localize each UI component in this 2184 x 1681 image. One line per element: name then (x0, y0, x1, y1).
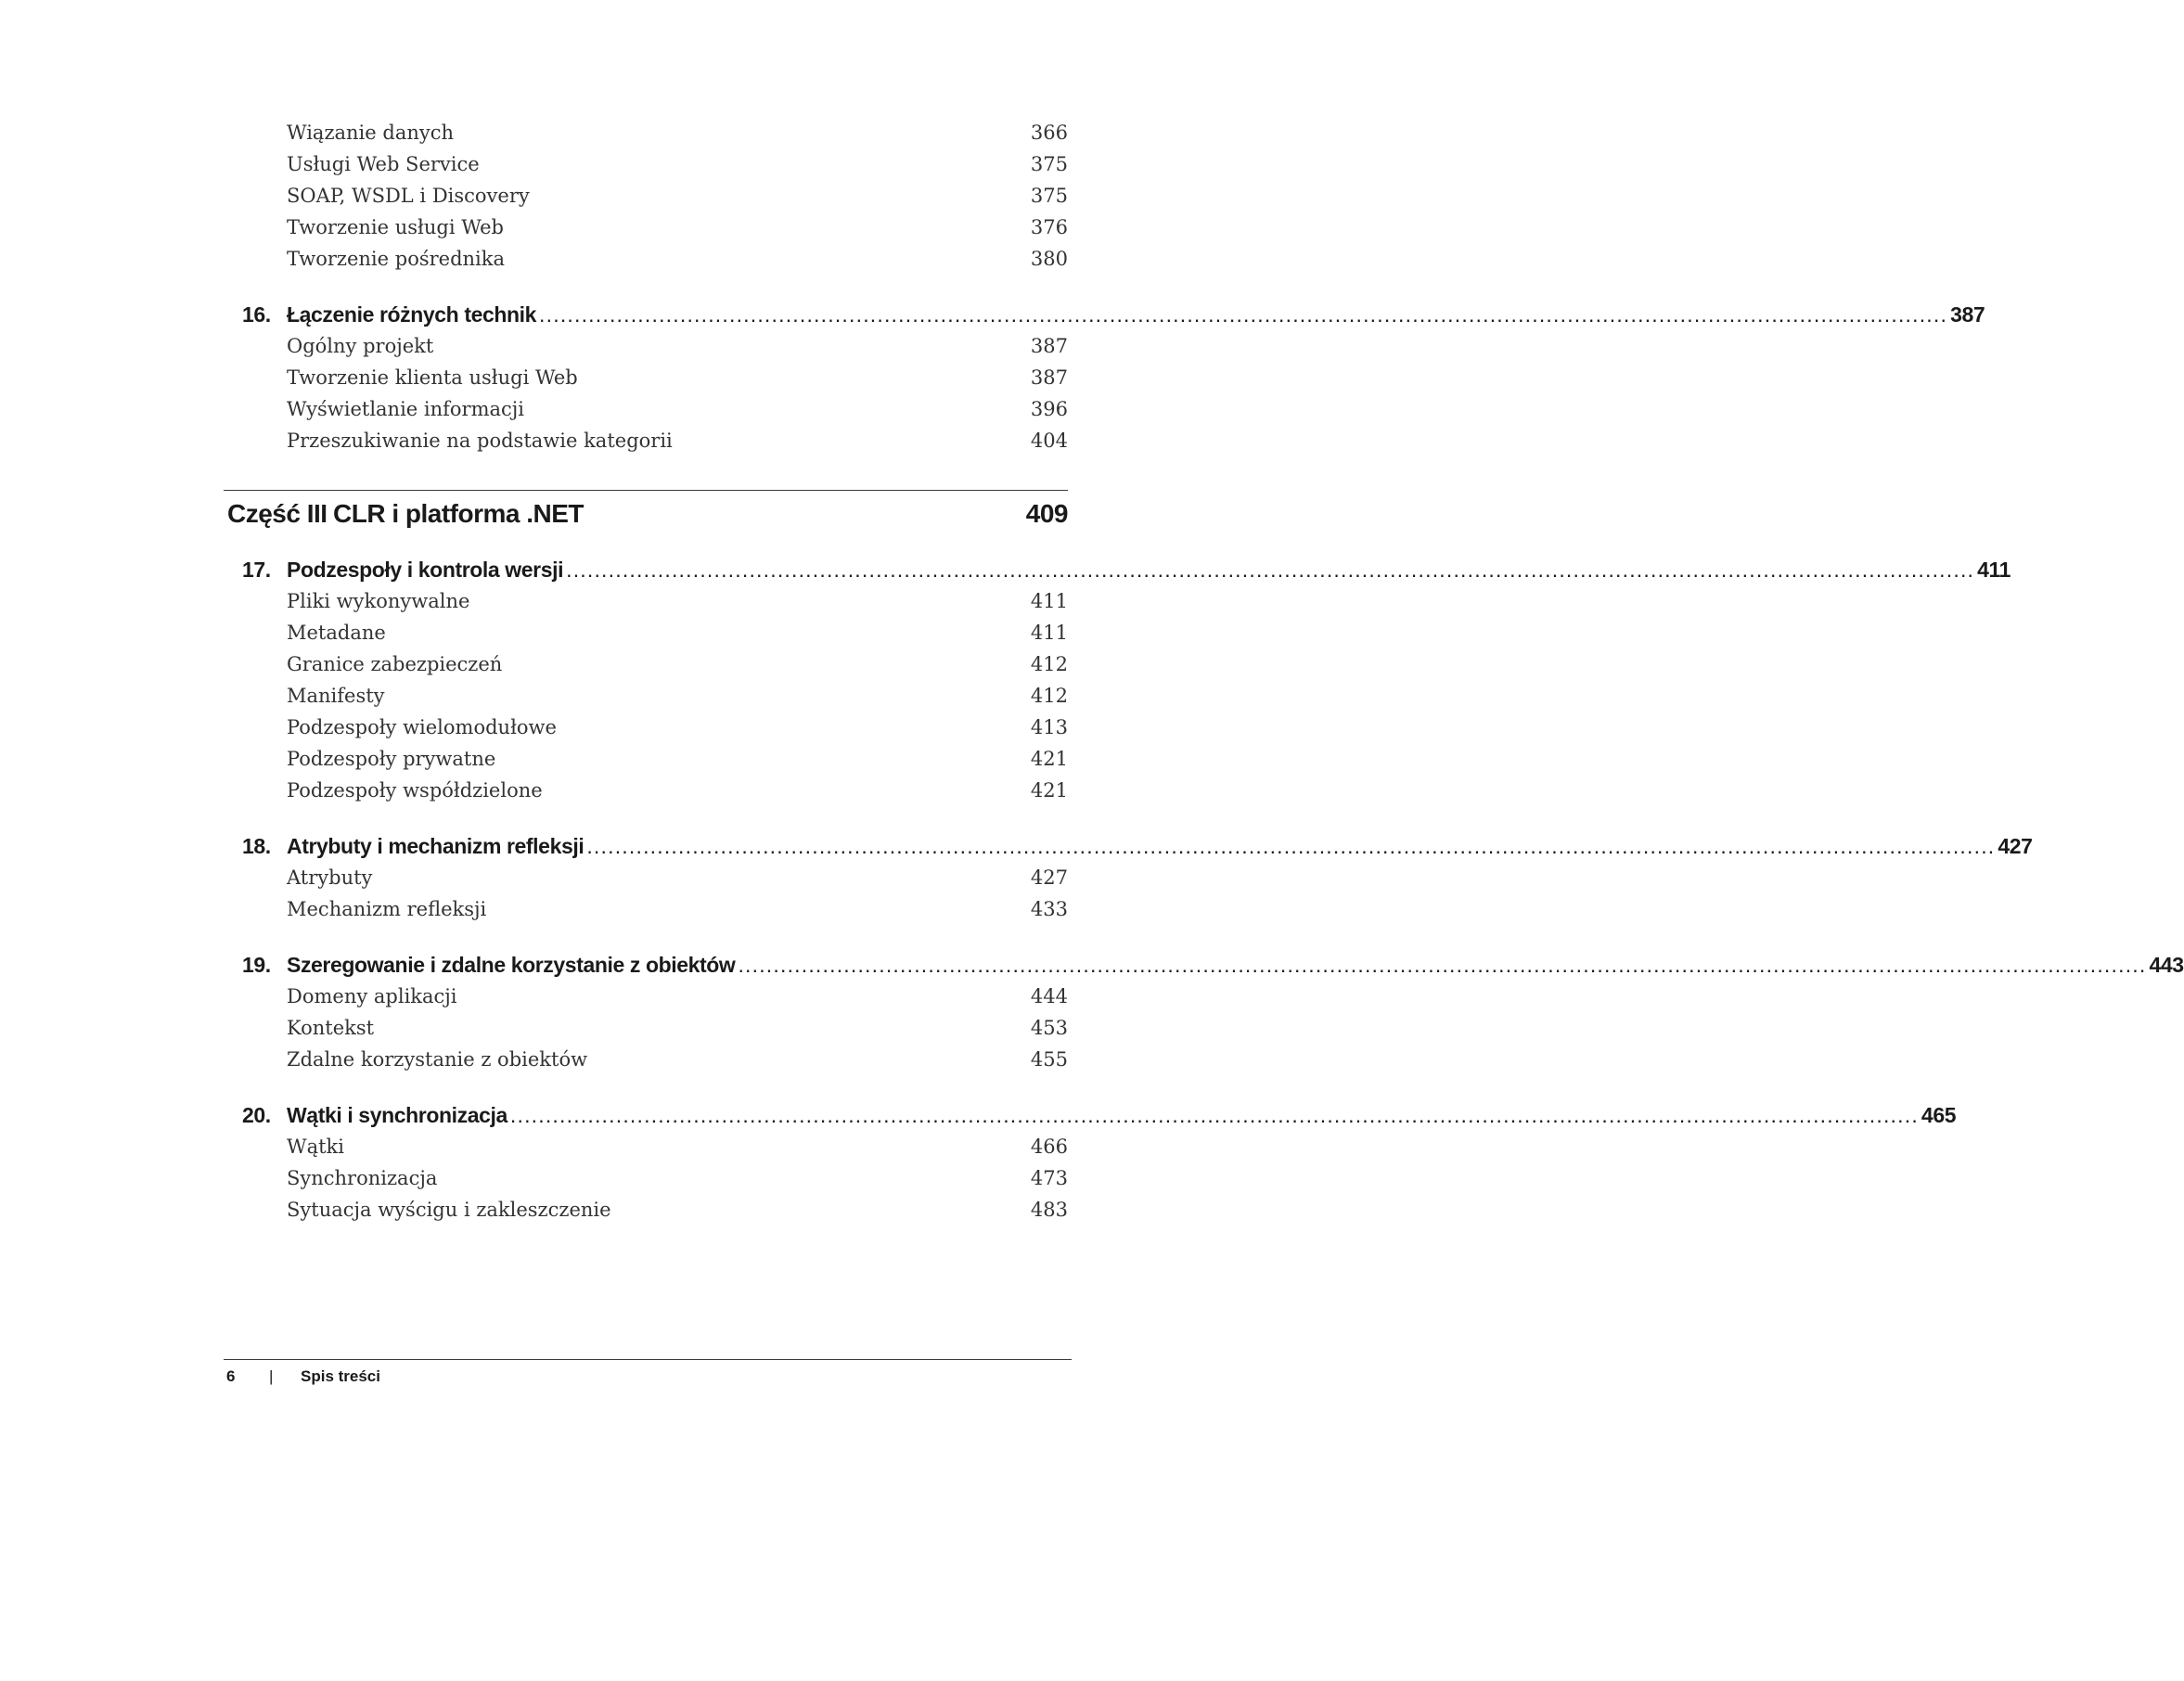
chapter-page: 443 (2149, 953, 2184, 977)
footer-divider (224, 1359, 1072, 1360)
entry-page: 473 (1030, 1167, 1068, 1189)
dot-leader: ........................................................................................................................................................................................................ (539, 302, 1948, 327)
chapter-heading-19[interactable] (224, 949, 2184, 981)
entry-page: 421 (1030, 748, 1068, 770)
part-title: CLR i platforma .NET (333, 499, 585, 528)
entry-page: 411 (1030, 622, 1068, 644)
chapter-page: 427 (1998, 834, 2033, 858)
entry-title: Manifesty (287, 685, 385, 707)
entry-title: Wyświetlanie informacji (287, 398, 525, 420)
entry-title: Podzespoły prywatne (287, 748, 496, 770)
toc-entry[interactable] (224, 862, 1068, 893)
toc-entry[interactable] (224, 712, 1068, 743)
entry-title: Przeszukiwanie na podstawie kategorii (287, 430, 673, 452)
entry-title: Zdalne korzystanie z obiektów (287, 1048, 588, 1071)
chapter-heading-20[interactable] (224, 1099, 1957, 1131)
toc-entry[interactable] (224, 425, 1068, 456)
part-label: Część III (227, 499, 328, 528)
entry-title: Sytuacja wyścigu i zakleszczenie (287, 1199, 611, 1221)
chapter-title: Wątki i synchronizacja (287, 1103, 507, 1127)
toc-entry[interactable] (224, 330, 1068, 362)
entry-title: Podzespoły wielomodułowe (287, 716, 557, 738)
entry-page: 376 (1030, 216, 1068, 238)
chapter-number: 18. (242, 834, 271, 858)
entry-title: Domeny aplikacji (287, 985, 457, 1007)
footer-separator: | (269, 1367, 274, 1385)
entry-title: SOAP, WSDL i Discovery (287, 185, 530, 207)
entry-page: 366 (1030, 122, 1068, 144)
toc-entry[interactable] (224, 680, 1068, 712)
entry-page: 396 (1030, 398, 1068, 420)
part-heading[interactable] (224, 493, 1068, 535)
toc-entry[interactable] (224, 743, 1068, 775)
entry-title: Wiązanie danych (287, 122, 455, 144)
entry-page: 387 (1030, 366, 1068, 389)
chapter-number: 19. (242, 953, 271, 977)
footer-section-title: Spis treści (301, 1367, 380, 1385)
chapter-page: 411 (1977, 558, 2011, 582)
entry-title: Ogólny projekt (287, 335, 434, 357)
entry-page: 375 (1030, 153, 1068, 175)
toc-entry[interactable] (224, 981, 1068, 1012)
entry-page: 412 (1030, 653, 1068, 675)
entry-page: 421 (1030, 779, 1068, 802)
toc-entry[interactable] (224, 775, 1068, 806)
entry-page: 412 (1030, 685, 1068, 707)
entry-title: Tworzenie pośrednika (287, 248, 506, 270)
part-divider (224, 490, 1068, 491)
entry-page: 375 (1030, 185, 1068, 207)
entry-page: 455 (1030, 1048, 1068, 1071)
toc-entry[interactable] (224, 393, 1068, 425)
toc-entry[interactable] (224, 585, 1068, 617)
entry-page: 411 (1030, 590, 1068, 612)
chapter-number: 20. (242, 1103, 271, 1127)
entry-page: 387 (1030, 335, 1068, 357)
dot-leader: ........................................................................................................................................................................................................ (509, 1103, 1919, 1127)
chapter-number: 17. (242, 558, 271, 582)
entry-title: Mechanizm refleksji (287, 898, 487, 920)
chapter-number: 16. (242, 302, 271, 327)
entry-page: 483 (1030, 1199, 1068, 1221)
entry-title: Podzespoły współdzielone (287, 779, 543, 802)
entry-page: 444 (1030, 985, 1068, 1007)
chapter-title: Atrybuty i mechanizm refleksji (287, 834, 585, 858)
table-of-contents (224, 117, 2184, 1225)
chapter-heading-16[interactable] (224, 299, 1985, 330)
chapter-heading-17[interactable] (224, 554, 2011, 585)
entry-page: 413 (1030, 716, 1068, 738)
toc-entry[interactable] (224, 617, 1068, 648)
chapter-title: Łączenie różnych technik (287, 302, 537, 327)
entry-title: Pliki wykonywalne (287, 590, 470, 612)
entry-page: 453 (1030, 1017, 1068, 1039)
toc-entry[interactable] (224, 212, 1068, 243)
toc-entry[interactable] (224, 1162, 1068, 1194)
toc-entry[interactable] (224, 648, 1068, 680)
page-footer (226, 1364, 380, 1390)
toc-entry[interactable] (224, 148, 1068, 180)
chapter-page: 465 (1921, 1103, 1957, 1127)
entry-title: Tworzenie usługi Web (287, 216, 504, 238)
entry-page: 380 (1030, 248, 1068, 270)
entry-title: Granice zabezpieczeń (287, 653, 503, 675)
entry-page: 466 (1030, 1136, 1068, 1158)
footer-page-number: 6 (226, 1367, 236, 1385)
entry-title: Metadane (287, 622, 386, 644)
entry-title: Tworzenie klienta usługi Web (287, 366, 578, 389)
entry-title: Wątki (287, 1136, 344, 1158)
chapter-title: Szeregowanie i zdalne korzystanie z obiektów (287, 953, 736, 977)
dot-leader: ........................................................................................................................................................................................................ (738, 953, 2147, 977)
dot-leader: ........................................................................................................................................................................................................ (586, 834, 1996, 858)
chapter-page: 387 (1950, 302, 1985, 327)
entry-page: 427 (1030, 866, 1068, 889)
entry-title: Kontekst (287, 1017, 375, 1039)
entry-title: Atrybuty (287, 866, 373, 889)
toc-entry[interactable] (224, 1012, 1068, 1044)
toc-entry[interactable] (224, 180, 1068, 212)
toc-entry[interactable] (224, 117, 1068, 148)
toc-entry[interactable] (224, 893, 1068, 925)
part-page: 409 (1025, 499, 1068, 528)
chapter-title: Podzespoły i kontrola wersji (287, 558, 564, 582)
chapter-heading-18[interactable] (224, 830, 2033, 862)
entry-title: Usługi Web Service (287, 153, 480, 175)
entry-page: 433 (1030, 898, 1068, 920)
entry-page: 404 (1030, 430, 1068, 452)
toc-entry[interactable] (224, 243, 1068, 275)
toc-entry[interactable] (224, 1194, 1068, 1225)
toc-entry[interactable] (224, 1044, 1068, 1075)
toc-entry[interactable] (224, 362, 1068, 393)
toc-entry[interactable] (224, 1131, 1068, 1162)
entry-title: Synchronizacja (287, 1167, 438, 1189)
dot-leader: ........................................................................................................................................................................................................ (566, 558, 1975, 582)
